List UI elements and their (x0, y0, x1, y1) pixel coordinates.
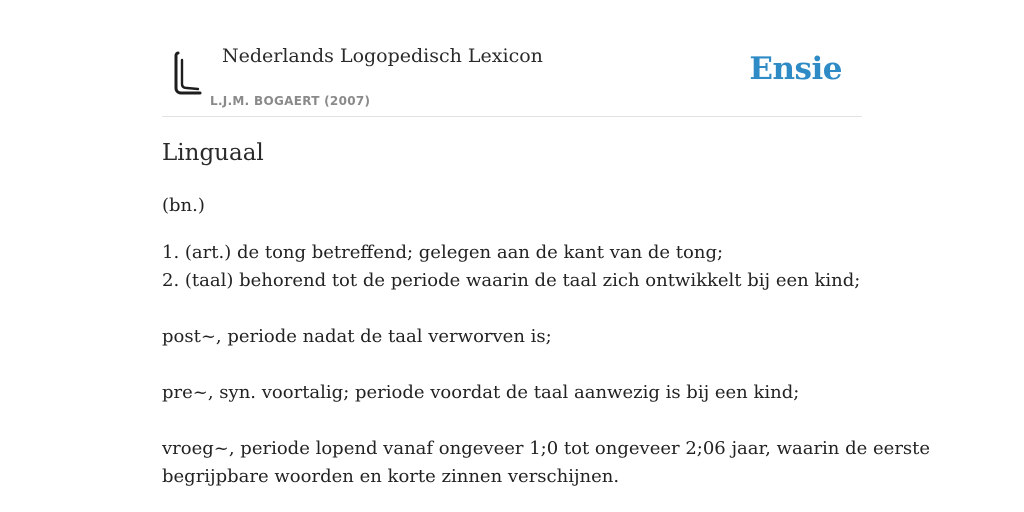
page-content (162, 0, 931, 487)
compound-post: post~, periode nadat de taal verworven is; (162, 326, 552, 347)
part-of-speech: (bn.) (162, 195, 205, 216)
definition-1: 1. (art.) de tong betreffend; gelegen aan de kant van de tong; (162, 242, 724, 263)
entry-term: Linguaal (162, 140, 264, 166)
ensie-brand-link[interactable]: Ensie (749, 51, 842, 87)
lexicon-title: Nederlands Logopedisch Lexicon (222, 45, 543, 67)
definition-2: 2. (taal) behorend tot de periode waarin de taal zich ontwikkelt bij een kind; (162, 270, 861, 291)
compound-vroeg-line-1: vroeg~, periode lopend vanaf ongeveer 1;0 tot ongeveer 2;06 jaar, waarin de eerste (162, 438, 931, 459)
lexicon-header (162, 0, 862, 117)
compound-vroeg-line-2: begrijpbare woorden en korte zinnen verschijnen. (162, 466, 620, 487)
author-credit: L.J.M. BOGAERT (2007) (210, 94, 371, 108)
l-letter-logo-icon (166, 48, 206, 98)
compound-pre: pre~, syn. voortalig; periode voordat de taal aanwezig is bij een kind; (162, 382, 800, 403)
